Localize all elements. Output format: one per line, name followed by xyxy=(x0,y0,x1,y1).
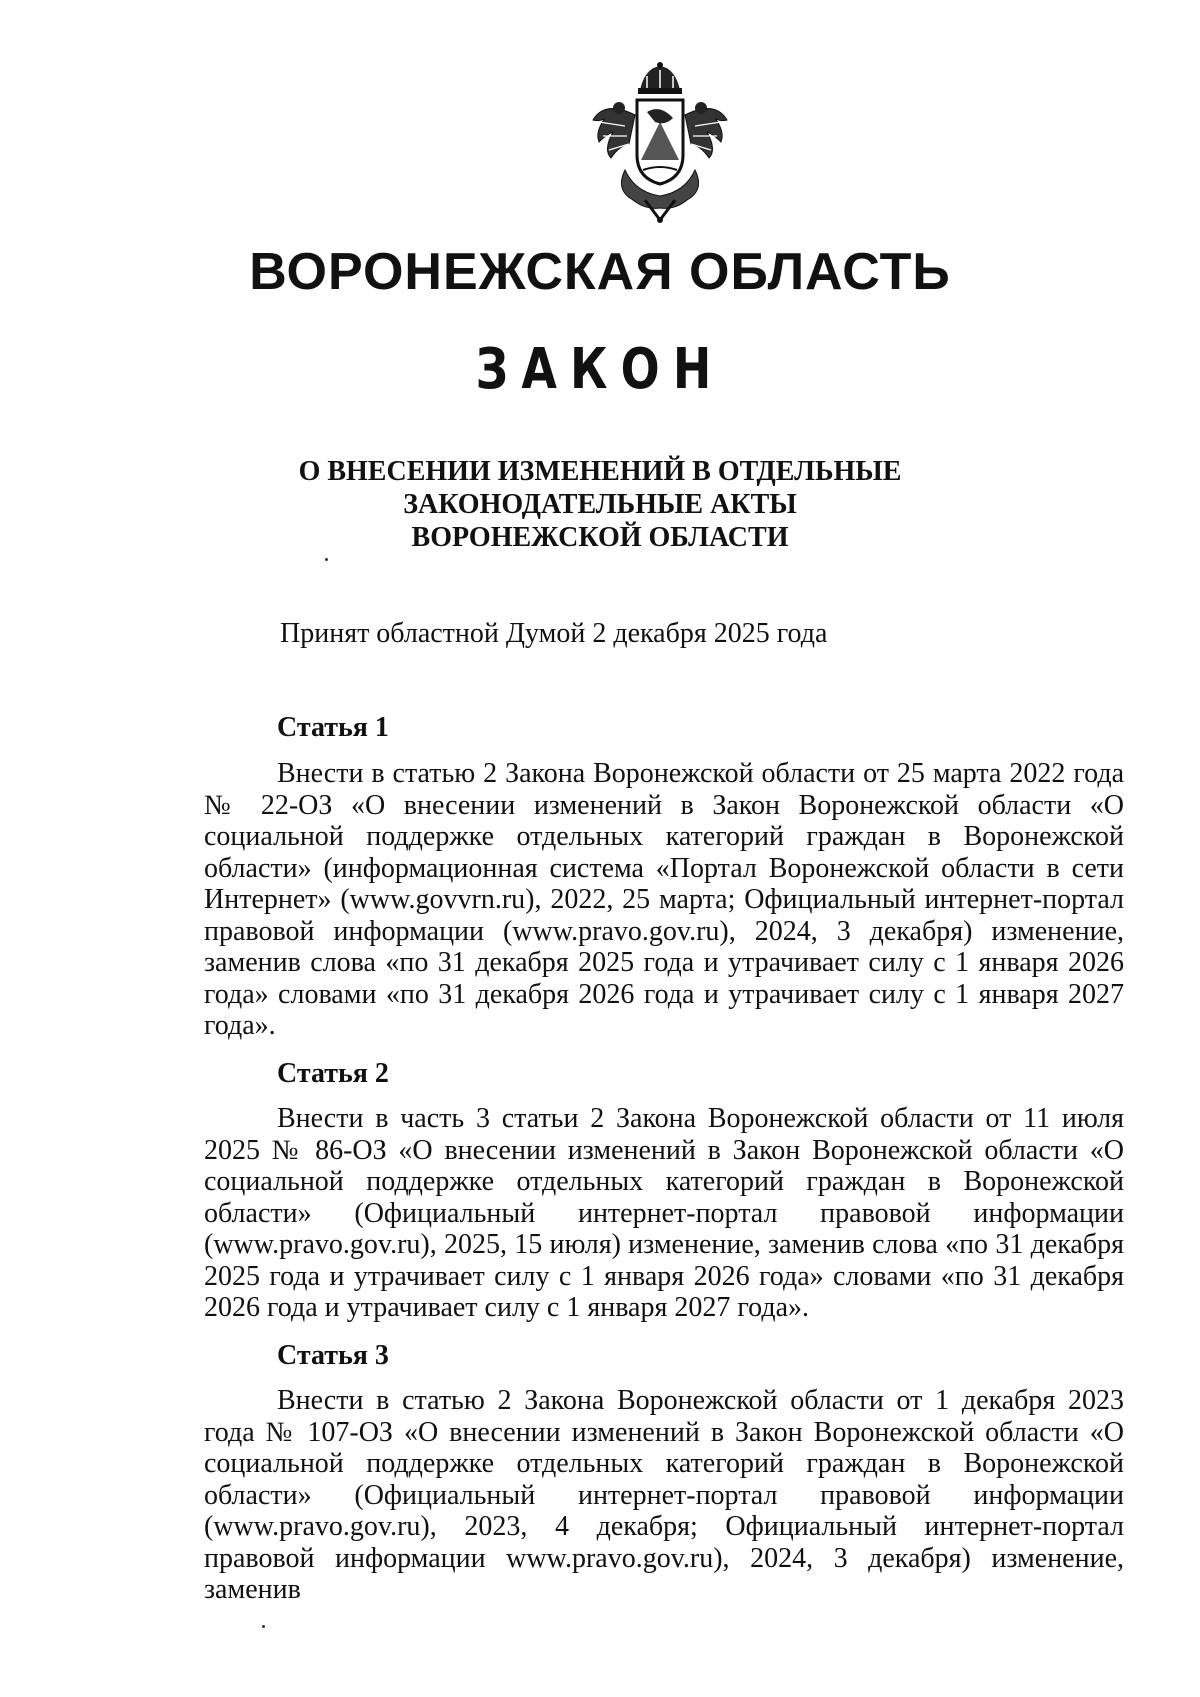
law-title xyxy=(200,455,1000,554)
stray-mark xyxy=(325,558,328,561)
article-3-text: Внести в статью 2 Закона Воронежской области от 1 декабря 2023 года № 107-ОЗ «О внесении изменений в Закон Воронежской области «О социальной поддержке отдельных категорий граждан в Воронежской области» (Официальный интернет-портал правовой информации (www.pravo.gov.ru), 2023, 4 декабря; Официальный интернет-портал правовой информации www.pravo.gov.ru), 2024, 3 декабря) изменение, заменив xyxy=(204,1385,1124,1605)
article-1-text: Внести в статью 2 Закона Воронежской области от 25 марта 2022 года № 22-ОЗ «О внесении изменений в Закон Воронежской области «О социальной поддержке отдельных категорий граждан в Воронежской области» (информационная система «Портал Воронежской области в сети Интернет» (www.govvrn.ru), 2022, 25 марта; Официальный интернет-портал правовой информации (www.pravo.gov.ru), 2024, 3 декабря) изменение, заменив слова «по 31 декабря 2025 года и утрачивает силу с 1 января 2026 года» словами «по 31 декабря 2026 года и утрачивает силу с 1 января 2027 года». xyxy=(204,758,1124,1041)
region-name: ВОРОНЕЖСКАЯ ОБЛАСТЬ xyxy=(249,243,951,301)
article-1-heading: Статья 1 xyxy=(277,712,389,743)
stray-mark xyxy=(262,1625,265,1628)
adoption-statement: Принят областной Думой 2 декабря 2025 года xyxy=(280,618,828,649)
coat-of-arms-icon xyxy=(585,60,735,225)
law-title-line: ВОРОНЕЖСКОЙ ОБЛАСТИ xyxy=(411,522,789,553)
law-title-line: О ВНЕСЕНИИ ИЗМЕНЕНИЙ В ОТДЕЛЬНЫЕ xyxy=(298,456,902,487)
article-2-text: Внести в часть 3 статьи 2 Закона Воронежской области от 11 июля 2025 № 86-ОЗ «О внесении изменений в Закон Воронежской области «О социальной поддержке отдельных категорий граждан в Воронежской области» (Официальный интернет-портал правовой информации (www.pravo.gov.ru), 2025, 15 июля) изменение, заменив слова «по 31 декабря 2025 года и утрачивает силу с 1 января 2026 года» словами «по 31 декабря 2026 года и утрачивает силу с 1 января 2027 года». xyxy=(204,1103,1124,1323)
article-3-heading: Статья 3 xyxy=(277,1340,389,1371)
article-2-heading: Статья 2 xyxy=(277,1058,389,1089)
law-title-line: ЗАКОНОДАТЕЛЬНЫЕ АКТЫ xyxy=(403,489,797,520)
document-type-heading: ЗАКОН xyxy=(475,337,725,402)
